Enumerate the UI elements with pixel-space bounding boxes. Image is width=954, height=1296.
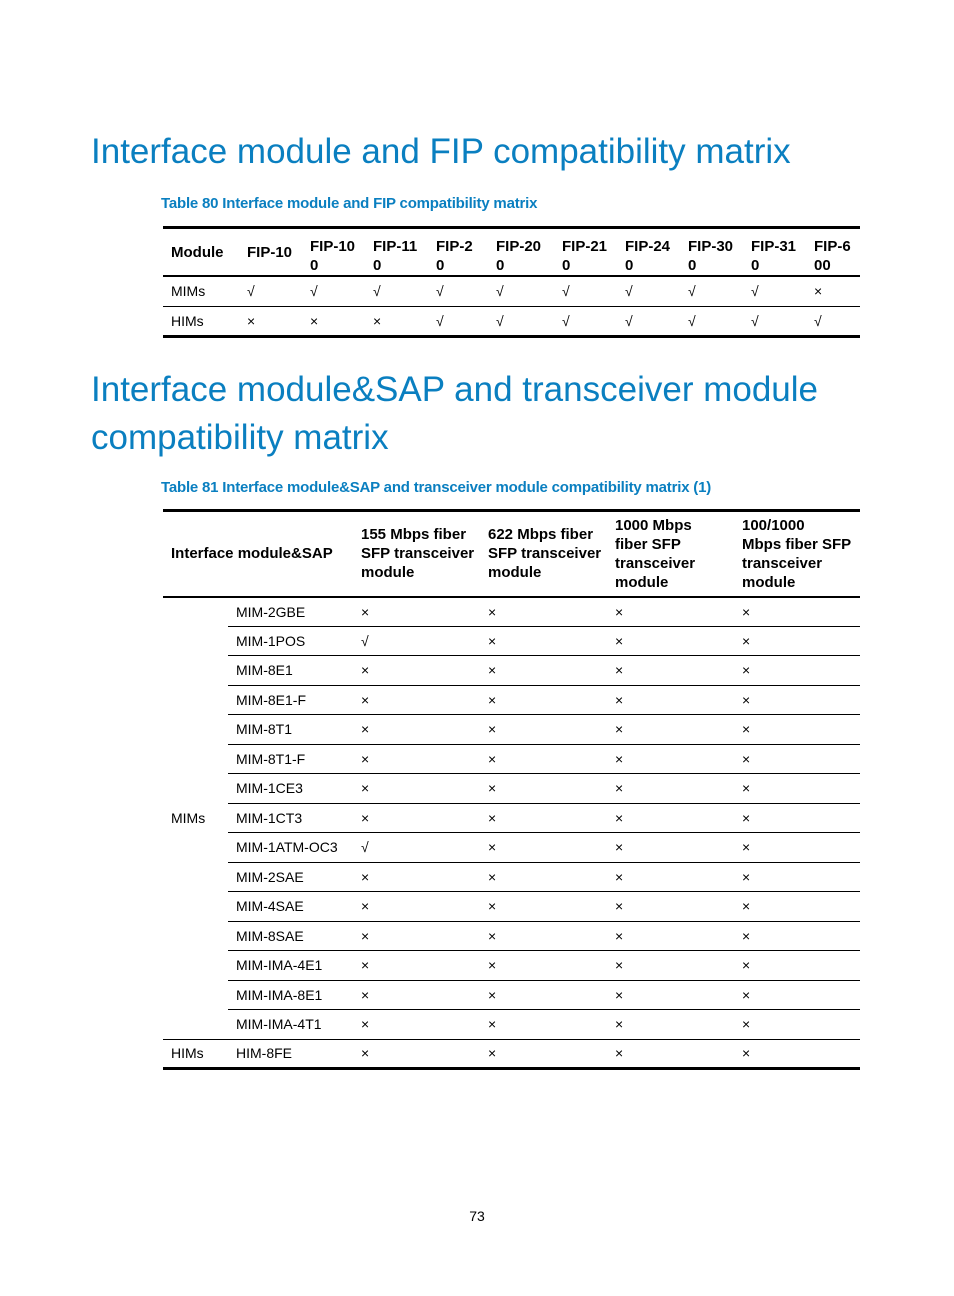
module-cell: MIM-IMA-4E1 bbox=[228, 951, 353, 981]
module-cell: MIM-IMA-4T1 bbox=[228, 1010, 353, 1040]
compatibility-cell: × bbox=[607, 744, 734, 774]
module-cell: MIM-1CT3 bbox=[228, 803, 353, 833]
table-row bbox=[163, 892, 860, 922]
compatibility-cell: × bbox=[480, 833, 607, 863]
header-text: 0 bbox=[436, 257, 445, 274]
compatibility-cell: √ bbox=[625, 283, 633, 300]
module-cell: MIM-8T1 bbox=[228, 715, 353, 745]
compatibility-cell: × bbox=[480, 862, 607, 892]
compatibility-cell: × bbox=[480, 774, 607, 804]
module-cell: MIM-2SAE bbox=[228, 862, 353, 892]
module-cell: MIMs bbox=[171, 283, 206, 300]
table-row bbox=[163, 803, 860, 833]
column-header bbox=[365, 228, 428, 277]
column-header bbox=[302, 228, 365, 277]
compatibility-cell: × bbox=[353, 980, 480, 1010]
compatibility-cell: √ bbox=[554, 306, 617, 336]
header-text: SFP transceiver bbox=[488, 545, 602, 563]
header-text: transceiver bbox=[615, 554, 696, 572]
header-text: 0 bbox=[688, 257, 697, 274]
compatibility-cell: × bbox=[607, 980, 734, 1010]
compatibility-cell: √ bbox=[373, 283, 381, 300]
compatibility-cell: × bbox=[734, 951, 860, 981]
table-header-row bbox=[163, 228, 860, 277]
compatibility-cell: × bbox=[480, 951, 607, 981]
compatibility-cell: × bbox=[607, 1010, 734, 1040]
compatibility-cell: × bbox=[607, 715, 734, 745]
header-text: FIP-24 bbox=[625, 238, 671, 255]
compatibility-cell: × bbox=[607, 833, 734, 863]
table-row bbox=[163, 833, 860, 863]
compatibility-cell: × bbox=[353, 1010, 480, 1040]
column-header bbox=[480, 511, 607, 597]
compatibility-cell: × bbox=[734, 833, 860, 863]
compatibility-cell: × bbox=[734, 685, 860, 715]
compatibility-cell: × bbox=[353, 951, 480, 981]
header-text: 1000 Mbps bbox=[615, 516, 692, 534]
compatibility-cell: √ bbox=[428, 306, 488, 336]
header-text: 0 bbox=[751, 257, 760, 274]
compatibility-cell: √ bbox=[617, 306, 680, 336]
compatibility-cell: × bbox=[734, 980, 860, 1010]
table-row bbox=[163, 921, 860, 951]
table-row bbox=[163, 626, 860, 656]
compatibility-cell: × bbox=[353, 685, 480, 715]
column-header bbox=[163, 511, 353, 597]
header-text: 0 bbox=[310, 257, 319, 274]
header-text: FIP-10 bbox=[247, 243, 293, 261]
compatibility-cell: × bbox=[353, 744, 480, 774]
column-header bbox=[239, 228, 302, 277]
table-row bbox=[163, 1039, 860, 1069]
compatibility-cell: × bbox=[607, 921, 734, 951]
compatibility-cell: × bbox=[480, 626, 607, 656]
header-text: 0 bbox=[562, 257, 571, 274]
compatibility-cell: × bbox=[734, 626, 860, 656]
header-text: 0 bbox=[496, 257, 505, 274]
compatibility-cell: × bbox=[480, 980, 607, 1010]
compatibility-cell: × bbox=[734, 803, 860, 833]
header-text: module bbox=[361, 564, 415, 582]
header-text: module bbox=[742, 573, 796, 591]
compatibility-cell: × bbox=[480, 744, 607, 774]
table-row bbox=[163, 715, 860, 745]
table-row bbox=[163, 597, 860, 627]
compatibility-cell: × bbox=[607, 803, 734, 833]
header-text: FIP-2 bbox=[436, 238, 473, 255]
table-row bbox=[163, 306, 860, 336]
table-row bbox=[163, 276, 860, 306]
transceiver-compatibility-table bbox=[163, 509, 860, 1070]
compatibility-cell: × bbox=[302, 306, 365, 336]
table-80-caption: Table 80 Interface module and FIP compatibility matrix bbox=[161, 195, 538, 212]
compatibility-cell: √ bbox=[806, 306, 860, 336]
group-label-cell: HIMs bbox=[163, 1039, 228, 1069]
compatibility-cell: × bbox=[353, 921, 480, 951]
module-cell: MIM-1CE3 bbox=[228, 774, 353, 804]
table-row bbox=[163, 951, 860, 981]
column-header bbox=[163, 228, 239, 277]
table-header-row bbox=[163, 511, 860, 597]
header-text: 622 Mbps fiber bbox=[488, 526, 594, 544]
compatibility-cell: √ bbox=[496, 283, 504, 300]
compatibility-cell: × bbox=[480, 803, 607, 833]
compatibility-cell: × bbox=[480, 1039, 607, 1069]
compatibility-cell: × bbox=[361, 603, 370, 620]
compatibility-cell: × bbox=[742, 603, 751, 620]
compatibility-cell: × bbox=[353, 715, 480, 745]
compatibility-cell: × bbox=[734, 715, 860, 745]
header-text: Module bbox=[171, 243, 224, 261]
module-cell: MIM-2GBE bbox=[236, 603, 306, 620]
module-cell: MIM-IMA-8E1 bbox=[228, 980, 353, 1010]
compatibility-cell: √ bbox=[680, 306, 743, 336]
column-header bbox=[428, 228, 488, 277]
header-text: FIP-31 bbox=[751, 238, 797, 255]
compatibility-cell: × bbox=[734, 1010, 860, 1040]
compatibility-cell: × bbox=[488, 603, 497, 620]
column-header bbox=[734, 511, 860, 597]
module-cell: MIM-8T1-F bbox=[228, 744, 353, 774]
header-text: 100/1000 bbox=[742, 516, 805, 534]
header-text: 0 bbox=[625, 257, 634, 274]
header-text: Interface module&SAP bbox=[171, 545, 333, 563]
header-text: 0 bbox=[373, 257, 382, 274]
compatibility-cell: × bbox=[480, 656, 607, 686]
table-row bbox=[163, 980, 860, 1010]
compatibility-cell: × bbox=[607, 656, 734, 686]
table-row bbox=[163, 862, 860, 892]
compatibility-cell: × bbox=[353, 656, 480, 686]
table-row bbox=[163, 656, 860, 686]
table-row bbox=[163, 774, 860, 804]
module-cell: HIM-8FE bbox=[228, 1039, 353, 1069]
column-header bbox=[554, 228, 617, 277]
compatibility-cell: √ bbox=[353, 626, 480, 656]
header-text: 00 bbox=[814, 257, 831, 274]
header-text: fiber SFP bbox=[615, 535, 681, 553]
header-text: module bbox=[488, 564, 542, 582]
header-text: FIP-10 bbox=[310, 238, 356, 255]
compatibility-cell: × bbox=[607, 626, 734, 656]
compatibility-cell: × bbox=[239, 306, 302, 336]
compatibility-cell: √ bbox=[353, 833, 480, 863]
table-row bbox=[163, 1010, 860, 1040]
compatibility-cell: √ bbox=[688, 283, 696, 300]
compatibility-cell: × bbox=[607, 685, 734, 715]
column-header bbox=[353, 511, 480, 597]
header-text: transceiver bbox=[742, 554, 823, 572]
column-header bbox=[488, 228, 554, 277]
compatibility-cell: √ bbox=[310, 283, 318, 300]
compatibility-cell: × bbox=[607, 862, 734, 892]
compatibility-cell: × bbox=[734, 1039, 860, 1069]
column-header bbox=[617, 228, 680, 277]
header-text: SFP transceiver bbox=[361, 545, 475, 563]
compatibility-cell: √ bbox=[488, 306, 554, 336]
compatibility-cell: × bbox=[607, 892, 734, 922]
compatibility-cell: × bbox=[353, 1039, 480, 1069]
module-cell: MIM-4SAE bbox=[228, 892, 353, 922]
table-row bbox=[163, 685, 860, 715]
compatibility-cell: × bbox=[615, 603, 624, 620]
compatibility-cell: × bbox=[365, 306, 428, 336]
compatibility-cell: √ bbox=[751, 283, 759, 300]
column-header bbox=[806, 228, 860, 277]
compatibility-cell: × bbox=[607, 1039, 734, 1069]
header-text: Mbps fiber SFP bbox=[742, 535, 852, 553]
compatibility-cell: × bbox=[480, 715, 607, 745]
compatibility-cell: × bbox=[734, 774, 860, 804]
compatibility-cell: √ bbox=[562, 283, 570, 300]
compatibility-cell: × bbox=[353, 774, 480, 804]
module-cell: MIM-1POS bbox=[228, 626, 353, 656]
compatibility-cell: × bbox=[480, 921, 607, 951]
compatibility-cell: × bbox=[734, 892, 860, 922]
compatibility-cell: √ bbox=[247, 283, 255, 300]
header-text: FIP-20 bbox=[496, 238, 542, 255]
header-text: FIP-21 bbox=[562, 238, 608, 255]
table-81-caption: Table 81 Interface module&SAP and transceiver module compatibility matrix (1) bbox=[161, 479, 712, 496]
compatibility-cell: × bbox=[607, 951, 734, 981]
fip-compatibility-table bbox=[163, 226, 860, 338]
module-cell: MIM-8E1 bbox=[228, 656, 353, 686]
compatibility-cell: × bbox=[734, 921, 860, 951]
header-text: 155 Mbps fiber bbox=[361, 526, 467, 544]
compatibility-cell: × bbox=[814, 283, 823, 300]
table-row bbox=[163, 744, 860, 774]
compatibility-cell: × bbox=[480, 1010, 607, 1040]
column-header bbox=[743, 228, 806, 277]
header-text: FIP-6 bbox=[814, 238, 851, 255]
module-cell: MIM-1ATM-OC3 bbox=[228, 833, 353, 863]
group-label-cell: MIMs bbox=[171, 810, 206, 826]
module-cell: MIM-8SAE bbox=[228, 921, 353, 951]
module-cell: HIMs bbox=[163, 306, 239, 336]
header-text: FIP-11 bbox=[373, 238, 418, 255]
compatibility-cell: × bbox=[480, 892, 607, 922]
compatibility-cell: √ bbox=[436, 283, 444, 300]
module-cell: MIM-8E1-F bbox=[228, 685, 353, 715]
compatibility-cell: × bbox=[734, 744, 860, 774]
header-text: module bbox=[615, 573, 669, 591]
page-heading-transceiver-line1: Interface module&SAP and transceiver module bbox=[91, 370, 818, 409]
compatibility-cell: × bbox=[353, 862, 480, 892]
compatibility-cell: × bbox=[734, 862, 860, 892]
header-text: FIP-30 bbox=[688, 238, 734, 255]
compatibility-cell: × bbox=[607, 774, 734, 804]
compatibility-cell: √ bbox=[743, 306, 806, 336]
page-heading-fip: Interface module and FIP compatibility matrix bbox=[91, 132, 791, 171]
compatibility-cell: × bbox=[353, 803, 480, 833]
compatibility-cell: × bbox=[734, 656, 860, 686]
column-header bbox=[680, 228, 743, 277]
compatibility-cell: × bbox=[353, 892, 480, 922]
page-heading-transceiver-line2: compatibility matrix bbox=[91, 418, 389, 457]
compatibility-cell: × bbox=[480, 685, 607, 715]
column-header bbox=[607, 511, 734, 597]
page-number: 73 bbox=[469, 1208, 485, 1224]
